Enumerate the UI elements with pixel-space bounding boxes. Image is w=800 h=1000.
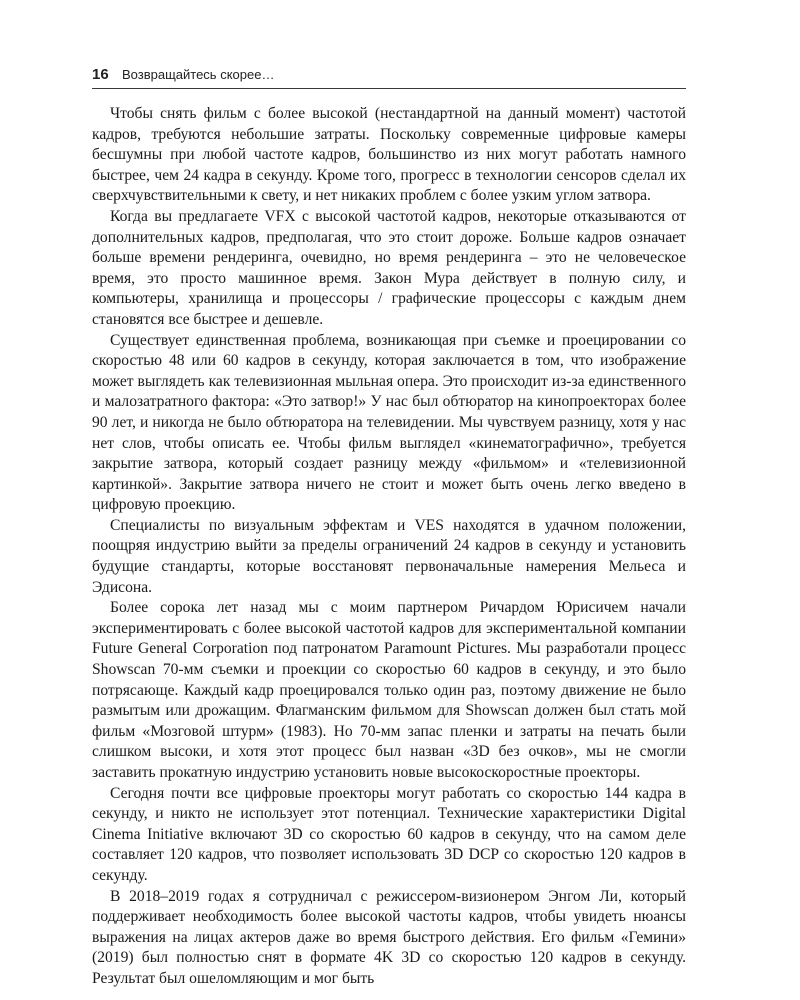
paragraph: Существует единственная проблема, возникающая при съемке и проецировании со скоростью 48 или 60 кадров в секунду, которая заключается в том, что изображение может выглядеть как телевизионная мыльная опера. Это происходит из-за единственного и малозатратного фактора: «Это затвор!» У нас был обтюратор на кинопроекторах более 90 лет, и никогда не было обтюратора на телевидении. Мы чувствуем разницу, хотя у нас нет слов, чтобы описать ее. Чтобы фильм выглядел «кинематографично», требуется закрытие затвора, который создает разницу между «фильмом» и «телевизионной картинкой». Закрытие затвора ничего не стоит и может быть очень легко введено в цифровую проекцию.	[92, 331, 686, 514]
paragraph: Более сорока лет назад мы с моим партнером Ричардом Юрисичем начали экспериментировать с более высокой частотой кадров для экспериментальной компании Future General Corporation под патронатом Paramount Pictures. Мы разработали процесс Showscan 70-мм съемки и проекции со скоростью 60 кадров в секунду, и это было потрясающе. Каждый кадр проецировался только один раз, поэтому движение не было размытым или дрожащим. Флагманским фильмом для Showscan должен был стать мой фильм «Мозговой штурм» (1983). Но 70-мм запас пленки и затраты на печать были слишком высоки, и хотя этот процесс был назван «3D без очков», мы не смогли заставить прокатную индустрию установить новые высокоскоростные проекторы.	[92, 599, 686, 781]
body-text	[92, 104, 686, 990]
paragraph: Сегодня почти все цифровые проекторы могут работать со скоростью 144 кадра в секунду, и никто не использует этот потенциал. Технические характеристики Digital Cinema Initiative включают 3D со скоростью 60 кадров в секунду, что на самом деле составляет 120 кадров, что позволяет использовать 3D DCP со скоростью 120 кадров в секунду.	[92, 784, 686, 884]
running-title: Возвращайтесь скорее…	[122, 67, 275, 82]
paragraph: Специалисты по визуальным эффектам и VES находятся в удачном положении, поощряя индустрию выйти за пределы ограничений 24 кадров в секунду и установить будущие стандарты, которые восстановят первоначальные намерения Мельеса и Эдисона.	[92, 516, 686, 596]
page-header	[92, 64, 686, 89]
page-number: 16	[92, 66, 109, 83]
paragraph: Чтобы снять фильм с более высокой (нестандартной на данный момент) частотой кадров, требуются небольшие затраты. Поскольку современные цифровые камеры бесшумны при любой частоте кадров, большинство из них могут работать намного быстрее, чем 24 кадра в секунду. Кроме того, прогресс в технологии сенсоров сделал их сверхчувствительными к свету, и нет никаких проблем с более узким углом затвора.	[92, 105, 686, 205]
paragraph: В 2018–2019 годах я сотрудничал с режиссером-визионером Энгом Ли, который поддерживает необходимость более высокой частоты кадров, чтобы увидеть нюансы выражения на лицах актеров даже во время быстрого действия. Его фильм «Гемини» (2019) был полностью снят в формате 4K 3D со скоростью 120 кадров в секунду. Результат был ошеломляющим и мог быть	[92, 887, 686, 987]
paragraph: Когда вы предлагаете VFX с высокой частотой кадров, некоторые отказываются от дополнительных кадров, предполагая, что это стоит дороже. Больше кадров означает больше времени рендеринга, очевидно, но время рендеринга – это не человеческое время, это просто машинное время. Закон Мура действует в полную силу, и компьютеры, хранилища и процессоры / графические процессоры с каждым днем становятся все быстрее и дешевле.	[92, 207, 686, 328]
